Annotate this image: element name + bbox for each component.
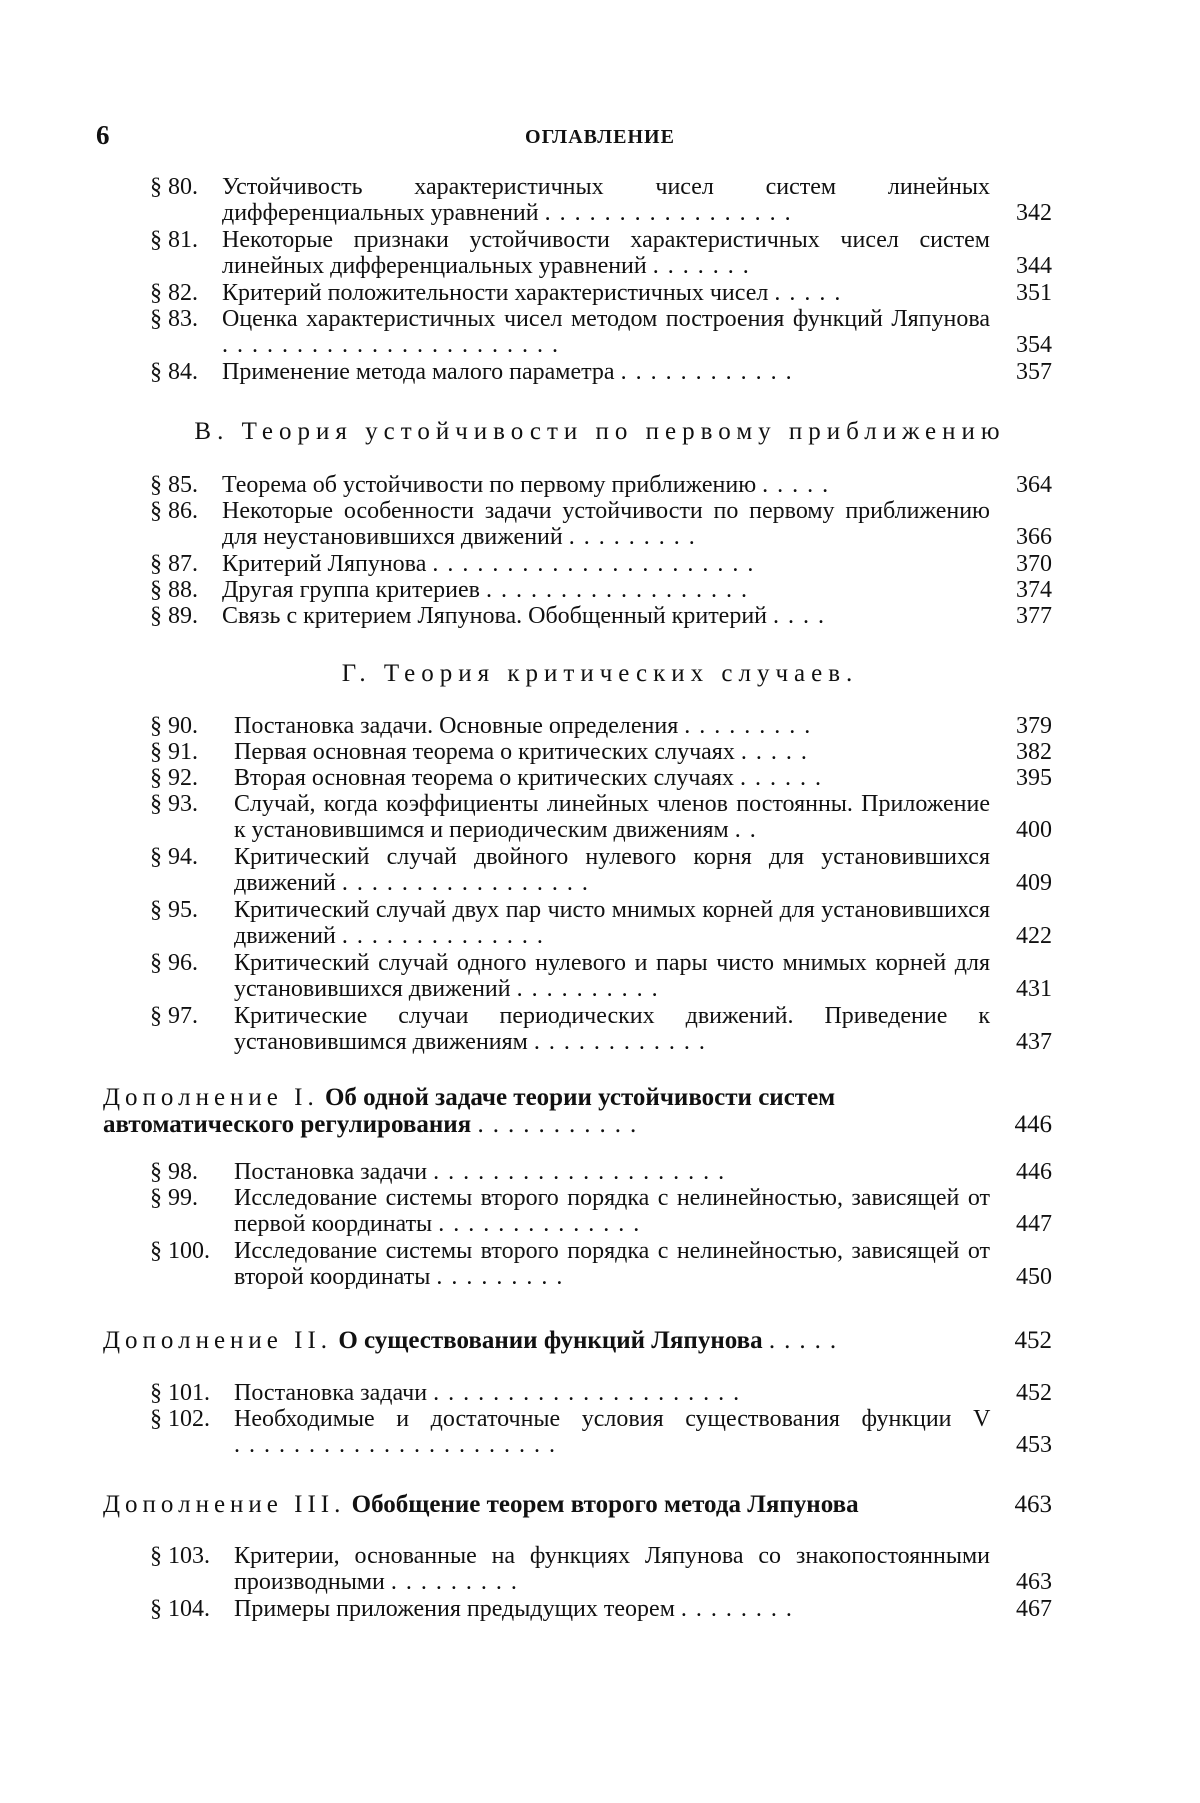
section-title: Исследование системы второго порядка с нелинейностью, зависящей от второй координаты ......... xyxy=(234,1238,990,1290)
toc-entry-96[interactable] xyxy=(150,950,1052,1002)
page-ref: 395 xyxy=(1016,765,1052,791)
section-number: § 82. xyxy=(150,280,198,306)
page-ref: 344 xyxy=(1016,253,1052,279)
section-title: Некоторые особенности задачи устойчивости по первому приближению для неустановившихся движений ......... xyxy=(222,498,990,550)
toc-entry-95[interactable] xyxy=(150,897,1052,949)
section-title: Критический случай одного нулевого и пары чисто мнимых корней для установившихся движений .......... xyxy=(234,950,990,1002)
toc-entry-101[interactable] xyxy=(150,1380,1052,1406)
part-heading-v: В. Теория устойчивости по первому приближению xyxy=(194,418,1006,445)
page-ref: 452 xyxy=(1014,1327,1052,1354)
section-number: § 95. xyxy=(150,897,198,923)
toc-entry-93[interactable] xyxy=(150,791,1052,843)
section-title: Критерий положительности характеристичных чисел ..... xyxy=(222,280,850,306)
page-ref: 374 xyxy=(1016,577,1052,603)
section-title: Постановка задачи ..................... xyxy=(234,1380,749,1406)
page-ref: 379 xyxy=(1016,713,1052,739)
toc-entry-90[interactable] xyxy=(150,713,1052,739)
section-title: Критический случай двойного нулевого корня для установившихся движений ................. xyxy=(234,844,990,896)
section-title: Устойчивость характеристичных чисел систем линейных дифференциальных уравнений ................. xyxy=(222,174,990,226)
section-number: § 84. xyxy=(150,359,198,385)
toc-entry-100[interactable] xyxy=(150,1238,1052,1290)
page-ref: 467 xyxy=(1016,1596,1052,1622)
section-number: § 97. xyxy=(150,1003,198,1029)
section-title: Необходимые и достаточные условия существования функции V ...................... xyxy=(234,1406,990,1458)
supplement-title: Дополнение II. О существовании функций Ляпунова ..... xyxy=(103,1327,846,1354)
section-title: Оценка характеристичных чисел методом построения функций Ляпунова ....................... xyxy=(222,306,990,358)
section-number: § 88. xyxy=(150,577,198,603)
section-number: § 99. xyxy=(150,1185,198,1211)
section-title: Вторая основная теорема о критических случаях ...... xyxy=(234,765,831,791)
page-ref: 400 xyxy=(1016,817,1052,843)
section-number: § 92. xyxy=(150,765,198,791)
supplement-title: Дополнение I. Об одной задаче теории устойчивости систем автоматического регулирования ........... xyxy=(103,1084,836,1138)
supplement-1[interactable] xyxy=(103,1084,1052,1138)
section-number: § 87. xyxy=(150,551,198,577)
section-number: § 103. xyxy=(150,1543,210,1569)
section-title: Некоторые признаки устойчивости характеристичных чисел систем линейных дифференциальных уравнений ....... xyxy=(222,227,990,279)
page-ref: 342 xyxy=(1016,200,1052,226)
toc-entry-94[interactable] xyxy=(150,844,1052,896)
section-number: § 102. xyxy=(150,1406,210,1432)
page-ref: 382 xyxy=(1016,739,1052,765)
page-number: 6 xyxy=(96,120,110,150)
section-title: Постановка задачи .................... xyxy=(234,1159,734,1185)
section-number: § 83. xyxy=(150,306,198,332)
page-ref: 354 xyxy=(1016,332,1052,358)
section-title: Постановка задачи. Основные определения ......... xyxy=(234,713,820,739)
toc-entry-80[interactable] xyxy=(150,174,1052,226)
toc-entry-86[interactable] xyxy=(150,498,1052,550)
supplement-label: Дополнение II. xyxy=(103,1327,333,1354)
running-title: ОГЛАВЛЕНИЕ xyxy=(525,126,675,148)
toc-entry-98[interactable] xyxy=(150,1159,1052,1185)
toc-entry-85[interactable] xyxy=(150,472,1052,498)
section-title: Первая основная теорема о критических случаях ..... xyxy=(234,739,816,765)
supplement-label: Дополнение I. xyxy=(103,1084,319,1111)
toc-entry-89[interactable] xyxy=(150,603,1052,629)
toc-entry-104[interactable] xyxy=(150,1596,1052,1622)
section-title: Критические случаи периодических движений. Приведение к установившимся движениям ............ xyxy=(234,1003,990,1055)
toc-entry-102[interactable] xyxy=(150,1406,1052,1458)
page-ref: 463 xyxy=(1016,1569,1052,1595)
page-ref: 357 xyxy=(1016,359,1052,385)
page-ref: 431 xyxy=(1016,976,1052,1002)
toc-entry-97[interactable] xyxy=(150,1003,1052,1055)
page-ref: 366 xyxy=(1016,524,1052,550)
section-title: Примеры приложения предыдущих теорем ........ xyxy=(234,1596,801,1622)
section-number: § 96. xyxy=(150,950,198,976)
section-number: § 89. xyxy=(150,603,198,629)
page-ref: 437 xyxy=(1016,1029,1052,1055)
toc-entry-88[interactable] xyxy=(150,577,1052,603)
page-ref: 446 xyxy=(1014,1111,1052,1138)
toc-entry-92[interactable] xyxy=(150,765,1052,791)
section-number: § 90. xyxy=(150,713,198,739)
toc-entry-91[interactable] xyxy=(150,739,1052,765)
section-number: § 93. xyxy=(150,791,198,817)
section-number: § 91. xyxy=(150,739,198,765)
section-title: Критический случай двух пар чисто мнимых корней для установившихся движений .............. xyxy=(234,897,990,949)
section-title: Теорема об устойчивости по первому приближению ..... xyxy=(222,472,838,498)
page-ref: 463 xyxy=(1014,1491,1052,1518)
page-ref: 422 xyxy=(1016,923,1052,949)
page-ref: 351 xyxy=(1016,280,1052,306)
section-number: § 80. xyxy=(150,174,198,200)
page-ref: 452 xyxy=(1016,1380,1052,1406)
part-heading-g: Г. Теория критических случаев. xyxy=(341,660,859,687)
page-ref: 409 xyxy=(1016,870,1052,896)
section-title: Применение метода малого параметра ............ xyxy=(222,359,801,385)
section-number: § 81. xyxy=(150,227,198,253)
section-number: § 101. xyxy=(150,1380,210,1406)
toc-entry-84[interactable] xyxy=(150,359,1052,385)
section-title: Другая группа критериев .................. xyxy=(222,577,756,603)
section-title: Критерии, основанные на функциях Ляпунова со знакопостоянными производными ......... xyxy=(234,1543,990,1595)
section-title: Критерий Ляпунова ...................... xyxy=(222,551,763,577)
section-number: § 100. xyxy=(150,1238,210,1264)
toc-entry-81[interactable] xyxy=(150,227,1052,279)
page-ref: 364 xyxy=(1016,472,1052,498)
section-number: § 104. xyxy=(150,1596,210,1622)
page-ref: 370 xyxy=(1016,551,1052,577)
toc-entry-87[interactable] xyxy=(150,551,1052,577)
supplement-2[interactable] xyxy=(103,1327,1052,1354)
section-title: Связь с критерием Ляпунова. Обобщенный критерий .... xyxy=(222,603,834,629)
toc-entry-82[interactable] xyxy=(150,280,1052,306)
toc-entry-99[interactable] xyxy=(150,1185,1052,1237)
section-number: § 86. xyxy=(150,498,198,524)
supplement-label: Дополнение III. xyxy=(103,1491,346,1518)
section-number: § 94. xyxy=(150,844,198,870)
supplement-3[interactable] xyxy=(103,1491,1052,1518)
page-ref: 450 xyxy=(1016,1264,1052,1290)
page-ref: 377 xyxy=(1016,603,1052,629)
page-ref: 447 xyxy=(1016,1211,1052,1237)
section-title: Случай, когда коэффициенты линейных членов постоянны. Приложение к установившимся и периодическим движениям .. xyxy=(234,791,990,843)
supplement-title: Дополнение III. Обобщение теорем второго метода Ляпунова xyxy=(103,1491,859,1518)
section-number: § 98. xyxy=(150,1159,198,1185)
page-ref: 446 xyxy=(1016,1159,1052,1185)
toc-entry-83[interactable] xyxy=(150,306,1052,358)
page-ref: 453 xyxy=(1016,1432,1052,1458)
section-number: § 85. xyxy=(150,472,198,498)
section-title: Исследование системы второго порядка с нелинейностью, зависящей от первой координаты .............. xyxy=(234,1185,990,1237)
toc-entry-103[interactable] xyxy=(150,1543,1052,1595)
